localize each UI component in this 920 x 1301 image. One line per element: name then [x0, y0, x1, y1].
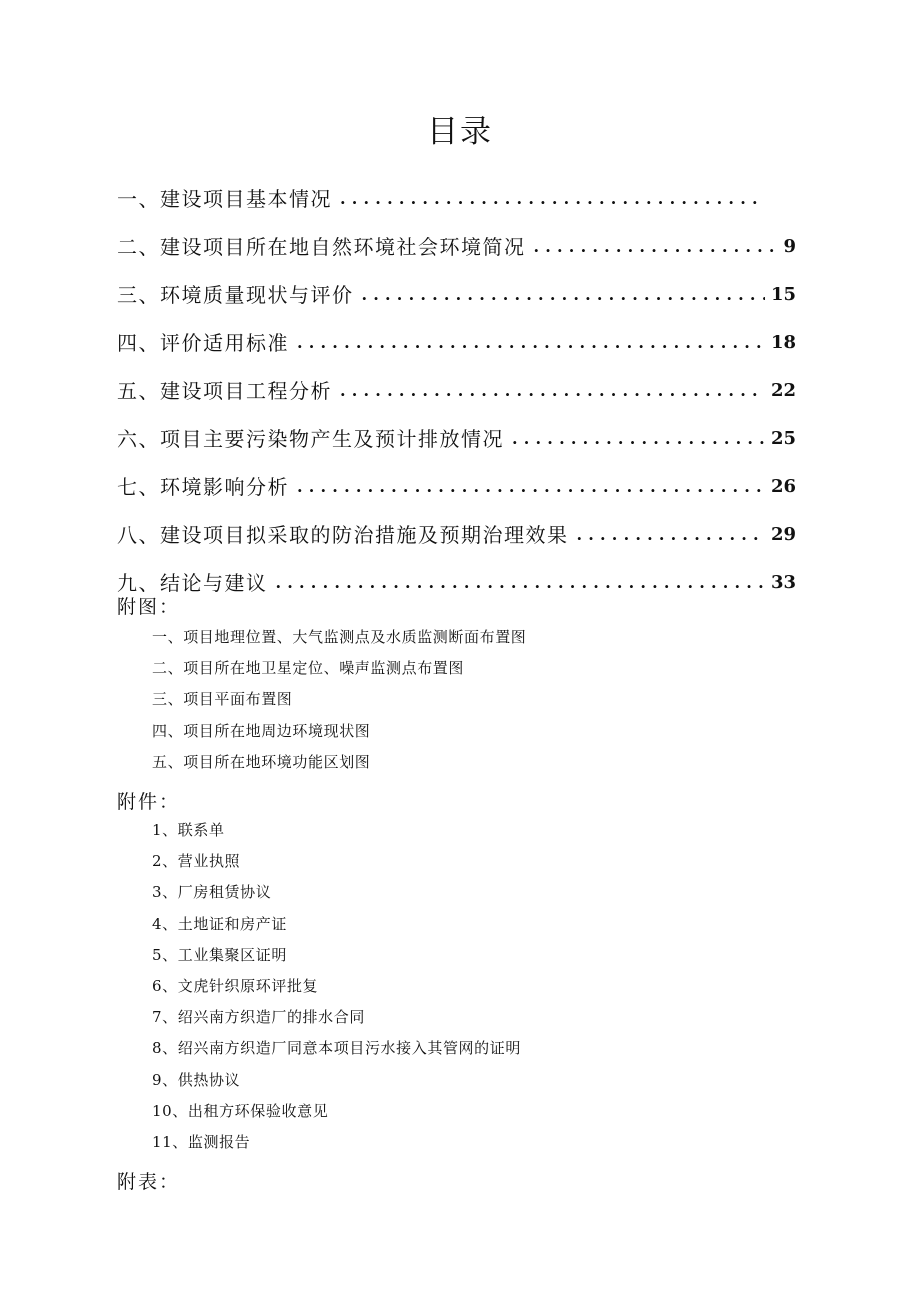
toc-entry-label: 八、建设项目拟采取的防治措施及预期治理效果	[117, 523, 569, 547]
page-title: 目录	[427, 114, 493, 150]
toc-entry-label: 九、结论与建议	[117, 571, 268, 595]
attachment-item: 4、土地证和房产证	[152, 914, 287, 933]
toc-dot-leader	[276, 570, 765, 596]
toc-entry[interactable]	[117, 356, 796, 404]
toc-dot-leader	[512, 426, 765, 452]
tables-heading: 附表：	[117, 1171, 181, 1193]
toc-entry-page: 29	[770, 524, 796, 545]
figures-heading: 附图：	[117, 596, 181, 618]
attachment-item: 9、供热协议	[152, 1070, 241, 1089]
attachment-item: 2、营业执照	[152, 852, 241, 871]
toc-entry[interactable]	[117, 548, 796, 596]
toc-entry[interactable]	[117, 404, 796, 452]
attachments-heading: 附件：	[117, 791, 181, 813]
toc-entry-label: 二、建设项目所在地自然环境社会环境简况	[117, 235, 526, 259]
toc-entry-label: 一、建设项目基本情况	[117, 187, 332, 211]
toc-entry-page: 26	[770, 476, 796, 497]
figure-item: 四、项目所在地周边环境现状图	[152, 721, 371, 740]
toc-dot-leader	[297, 330, 765, 356]
toc-entry-page: 25	[770, 428, 796, 449]
attachments-list	[152, 815, 521, 1158]
toc-entry-label: 四、评价适用标准	[117, 331, 289, 355]
toc-entry-page: 15	[770, 284, 796, 305]
toc-entry-label: 七、环境影响分析	[117, 475, 289, 499]
attachment-item: 10、出租方环保验收意见	[152, 1101, 329, 1120]
attachment-item: 6、文虎针织原环评批复	[152, 976, 319, 995]
table-of-contents	[117, 164, 796, 596]
toc-dot-leader	[577, 522, 765, 548]
toc-entry[interactable]	[117, 308, 796, 356]
toc-entry-page: 22	[770, 380, 796, 401]
toc-dot-leader	[362, 282, 765, 308]
toc-entry[interactable]	[117, 452, 796, 500]
toc-dot-leader	[340, 378, 765, 404]
figure-item: 二、项目所在地卫星定位、噪声监测点布置图	[152, 659, 465, 678]
attachment-item: 8、绍兴南方织造厂同意本项目污水接入其管网的证明	[152, 1039, 521, 1058]
toc-entry-label: 三、环境质量现状与评价	[117, 283, 354, 307]
toc-entry-label: 五、建设项目工程分析	[117, 379, 332, 403]
toc-entry[interactable]	[117, 500, 796, 548]
figures-list	[152, 622, 526, 778]
toc-entry[interactable]	[117, 260, 796, 308]
toc-dot-leader	[340, 186, 760, 212]
toc-entry-label: 六、项目主要污染物产生及预计排放情况	[117, 427, 504, 451]
figure-item: 三、项目平面布置图	[152, 690, 293, 709]
toc-entry-page: 9	[783, 236, 796, 257]
toc-entry-page: 18	[770, 332, 796, 353]
attachment-item: 3、厂房租赁协议	[152, 883, 272, 902]
attachment-item: 11、监测报告	[152, 1132, 251, 1151]
attachment-item: 1、联系单	[152, 821, 225, 839]
figure-item: 五、项目所在地环境功能区划图	[152, 752, 371, 771]
attachment-item: 5、工业集聚区证明	[152, 945, 287, 964]
toc-dot-leader	[297, 474, 765, 500]
toc-entry[interactable]	[117, 164, 796, 212]
toc-entry-page: 33	[770, 572, 796, 593]
toc-entry[interactable]	[117, 212, 796, 260]
attachment-item: 7、绍兴南方织造厂的排水合同	[152, 1008, 365, 1027]
figure-item: 一、项目地理位置、大气监测点及水质监测断面布置图	[152, 628, 527, 646]
toc-dot-leader	[534, 234, 778, 260]
